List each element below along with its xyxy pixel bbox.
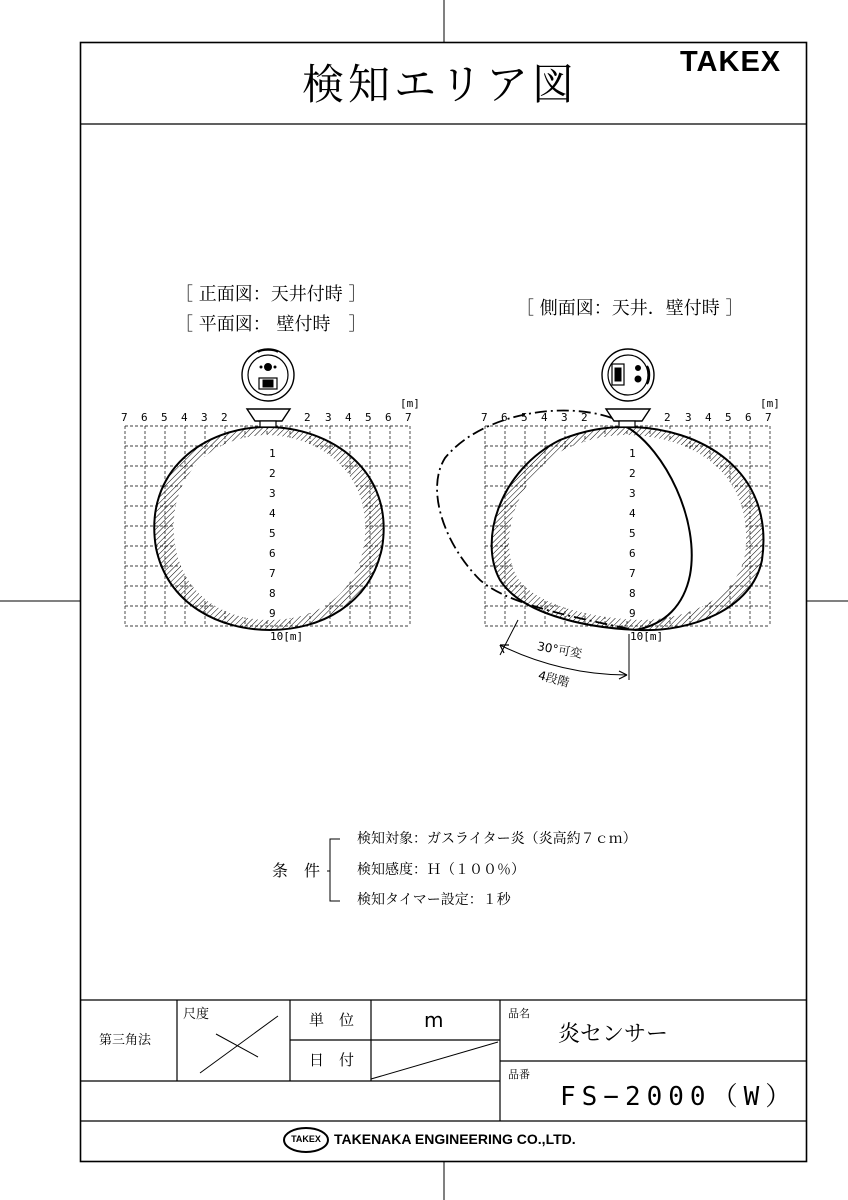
side-view-label: ［ 側面図：天井．壁付時 ］	[516, 298, 744, 319]
front-unit-label: [m]	[400, 397, 420, 410]
tick-label: 4	[269, 507, 276, 520]
unit-value: m	[424, 1008, 444, 1032]
tick-label: 7	[405, 411, 412, 424]
brand-logo: TAKEX	[680, 46, 782, 78]
condition-item: 検知対象：ガスライター炎（炎高約７ｃｍ）	[357, 831, 637, 847]
tick-label: 4	[181, 411, 188, 424]
tick-label: 3	[561, 411, 568, 424]
tick-label: 2	[221, 411, 228, 424]
tick-label: 7	[121, 411, 128, 424]
angle-note: 30°可変	[536, 639, 584, 661]
tick-label: 7	[481, 411, 488, 424]
tick-label: 3	[629, 487, 636, 500]
tick-label: 2	[581, 411, 588, 424]
date-label: 日 付	[309, 1051, 355, 1069]
tick-label: 4	[345, 411, 352, 424]
tick-label: 2	[269, 467, 276, 480]
tick-label: 7	[269, 567, 276, 580]
tick-label: 5	[521, 411, 528, 424]
tick-label: 5	[365, 411, 372, 424]
plan-view-label: ［ 平面図： 壁付時 ］	[175, 314, 367, 335]
conditions-bracket	[327, 839, 340, 901]
tick-label: 6	[629, 547, 636, 560]
tick-label: 2	[629, 467, 636, 480]
tick-label: 3	[685, 411, 692, 424]
part-no-label: 品番	[508, 1068, 530, 1081]
tick-label: 4	[541, 411, 548, 424]
tick-label: 2	[304, 411, 311, 424]
projection-label: 第三角法	[99, 1033, 152, 1048]
condition-item: 検知タイマー設定：１秒	[357, 892, 511, 908]
scale-label: 尺度	[183, 1007, 210, 1022]
tick-label: 4	[705, 411, 712, 424]
tick-label: 7	[629, 567, 636, 580]
part-number: FS−2000（W）	[560, 1082, 798, 1112]
front-view-label: ［ 正面図：天井付時 ］	[175, 284, 367, 305]
tick-label: 5	[269, 527, 276, 540]
side-unit-label: [m]	[760, 397, 780, 410]
page-title: 検知エリア図	[302, 60, 579, 109]
product-name-label: 品名	[508, 1007, 530, 1020]
tick-label: 5	[725, 411, 732, 424]
front-sensor-icon	[242, 349, 294, 427]
side-detection-area	[437, 411, 763, 631]
condition-item: 検知感度：Ｈ（１００％）	[357, 862, 525, 878]
steps-note: 4段階	[536, 668, 571, 690]
tick-label: 6	[269, 547, 276, 560]
tick-label: 6	[141, 411, 148, 424]
tick-label: 9	[629, 607, 636, 620]
tick-label: 3	[201, 411, 208, 424]
tick-label: 6	[745, 411, 752, 424]
conditions-label: 条 件	[272, 861, 321, 880]
side-depth-label: 10[m]	[630, 630, 664, 643]
tick-label: 4	[629, 507, 636, 520]
tick-label: 5	[161, 411, 168, 424]
tick-label: 5	[629, 527, 636, 540]
company-name: TAKENAKA ENGINEERING CO.,LTD.	[334, 1131, 576, 1147]
tick-label: 1	[269, 447, 276, 460]
tick-label: 3	[325, 411, 332, 424]
tick-label: 7	[765, 411, 772, 424]
product-name: 炎センサー	[558, 1022, 669, 1047]
tick-label: 3	[269, 487, 276, 500]
tick-label: 1	[629, 447, 636, 460]
tick-label: 6	[385, 411, 392, 424]
tick-label: 2	[664, 411, 671, 424]
footer-logo-text: TAKEX	[291, 1134, 321, 1144]
tick-label: 8	[629, 587, 636, 600]
tick-label: 6	[501, 411, 508, 424]
front-depth-label: 10[m]	[270, 630, 304, 643]
tick-label: 8	[269, 587, 276, 600]
side-sensor-icon	[602, 349, 654, 427]
tick-label: 9	[269, 607, 276, 620]
unit-label: 単 位	[309, 1011, 355, 1029]
